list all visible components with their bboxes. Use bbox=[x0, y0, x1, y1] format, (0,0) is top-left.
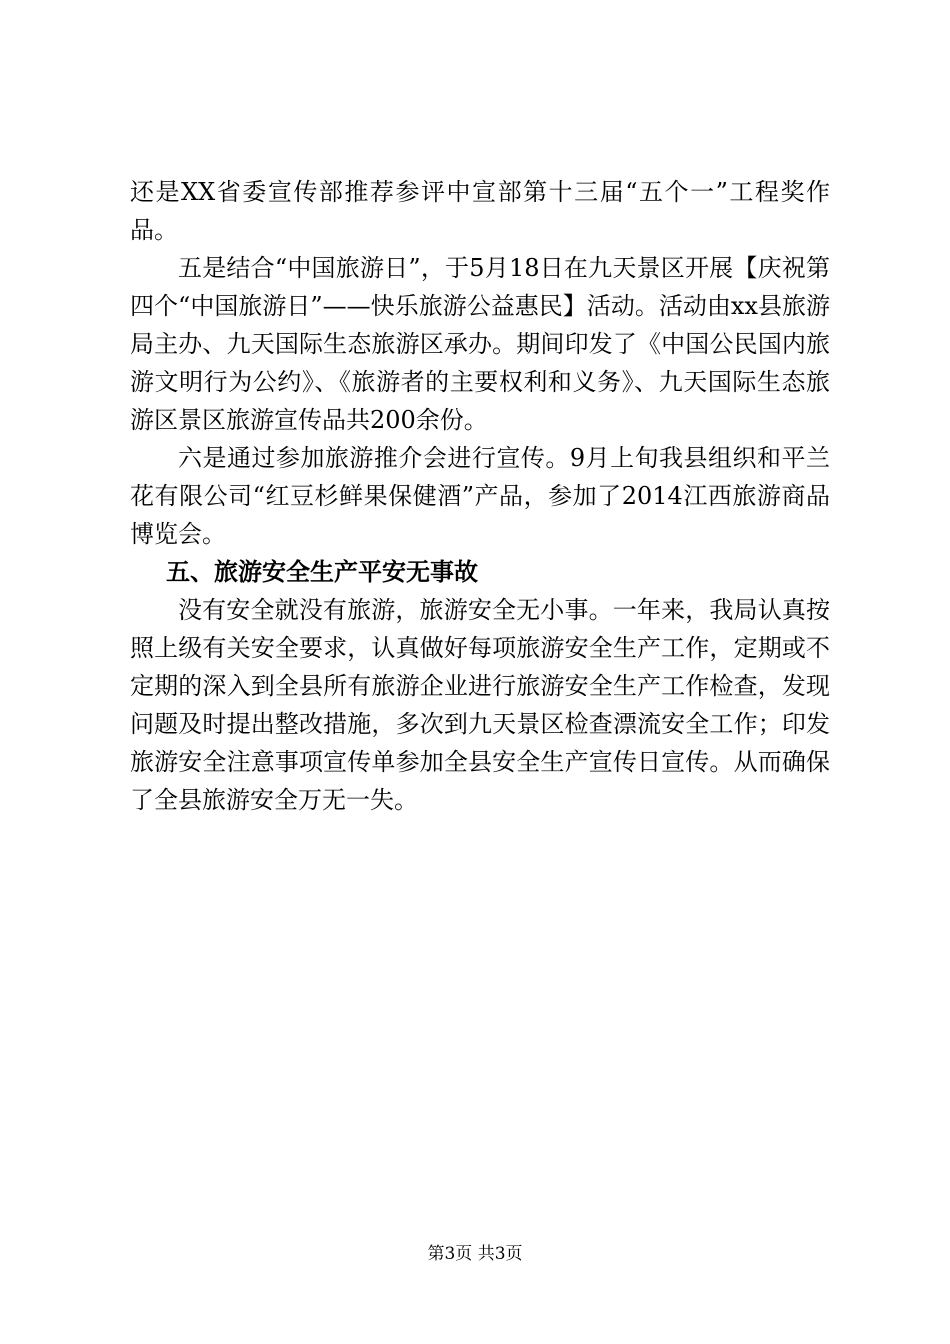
paragraph-tourism-day: 五是结合“中国旅游日”，于5月18日在九天景区开展【庆祝第四个“中国旅游日”——快乐旅游公益惠民】活动。活动由xx县旅游局主办、九天国际生态旅游区承办。期间印发了《中国公民国内旅游文明行为公约》、《旅游者的主要权利和义务》、九天国际生态旅游区景区旅游宣传品共200余份。 bbox=[130, 254, 830, 434]
paragraph-continuation: 还是XX省委宣传部推荐参评中宣部第十三届“五个一”工程奖作品。 bbox=[130, 178, 830, 244]
page-footer bbox=[0, 1243, 950, 1265]
paragraph-promotion-fair: 六是通过参加旅游推介会进行宣传。9月上旬我县组织和平兰花有限公司“红豆杉鲜果保健酒”产品，参加了2014江西旅游商品博览会。 bbox=[130, 444, 830, 548]
paragraph-safety: 没有安全就没有旅游，旅游安全无小事。一年来，我局认真按照上级有关安全要求，认真做好每项旅游安全生产工作，定期或不定期的深入到全县所有旅游企业进行旅游安全生产工作检查，发现问题及时提出整改措施，多次到九天景区检查漂流安全工作；印发旅游安全注意事项宣传单参加全县安全生产宣传日宣传。从而确保了全县旅游安全万无一失。 bbox=[130, 596, 830, 814]
section-heading: 五、旅游安全生产平安无事故 bbox=[166, 558, 478, 586]
page-number: 第3页 共3页 bbox=[427, 1244, 523, 1264]
document-body bbox=[130, 173, 830, 819]
